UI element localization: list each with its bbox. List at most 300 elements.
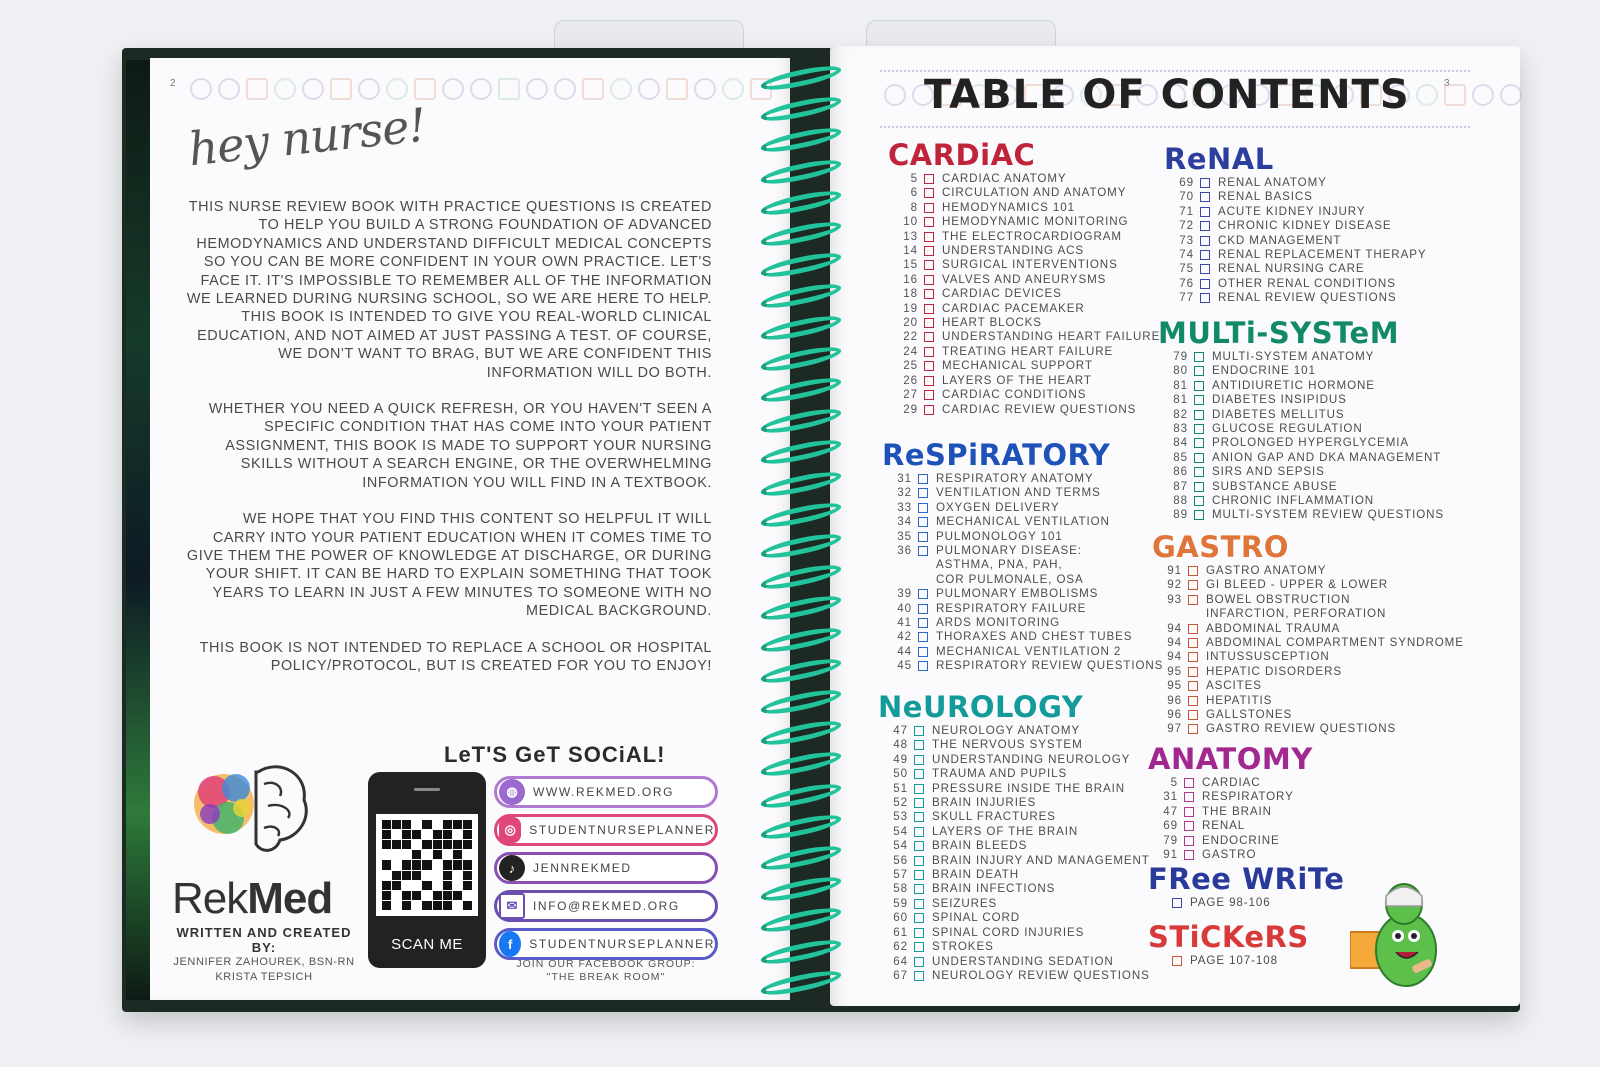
toc-entry: [1164, 248, 1426, 262]
checkbox[interactable]: [1188, 696, 1198, 706]
entry-page-number: 94: [1167, 621, 1182, 635]
checkbox[interactable]: [924, 260, 934, 270]
entry-page-number: 47: [1163, 804, 1178, 818]
checkbox[interactable]: [914, 755, 924, 765]
checkbox[interactable]: [1194, 352, 1204, 362]
checkbox[interactable]: [1188, 580, 1198, 590]
checkbox[interactable]: [918, 661, 928, 671]
entry-title: DIABETES INSIPIDUS: [1212, 393, 1347, 407]
checkbox[interactable]: [918, 589, 928, 599]
coil-ring: [759, 717, 843, 750]
checkbox[interactable]: [1200, 236, 1210, 246]
checkbox[interactable]: [914, 913, 924, 923]
coil-ring: [759, 498, 843, 531]
coil-ring: [759, 592, 843, 625]
toc-entry: [1164, 219, 1426, 233]
entry-page-number: 26: [903, 373, 918, 387]
toc-entry: [888, 258, 1160, 272]
phone-speaker: [414, 788, 440, 791]
checkbox[interactable]: [924, 188, 934, 198]
coil-ring: [759, 280, 843, 313]
entry-page-number: 34: [897, 515, 912, 529]
checkbox[interactable]: [1184, 807, 1194, 817]
toc-entry: [882, 544, 1163, 587]
toc-entry: [1152, 679, 1464, 693]
entry-page-number: 80: [1173, 364, 1188, 378]
link-label: JENNREKMED: [533, 861, 632, 875]
entry-page-number: 79: [1173, 350, 1188, 363]
checkbox[interactable]: [914, 726, 924, 736]
checkbox[interactable]: [1200, 221, 1210, 231]
section-title: ANATOMY: [1148, 742, 1313, 776]
checkbox[interactable]: [914, 884, 924, 894]
toc-entry: [878, 738, 1150, 752]
link-label: WWW.REKMED.ORG: [533, 785, 675, 799]
coil-ring: [759, 873, 843, 906]
entry-page-number: 39: [897, 587, 912, 601]
entry-title: ABDOMINAL COMPARTMENT SYNDROME: [1206, 636, 1464, 650]
section-title: FRee WRiTe: [1148, 862, 1345, 896]
entry-title: LAYERS OF THE HEART: [942, 373, 1092, 387]
entry-title: CKD MANAGEMENT: [1218, 233, 1342, 247]
toc-entry: [1158, 465, 1444, 479]
entry-title: CARDIAC ANATOMY: [942, 172, 1067, 185]
checkbox[interactable]: [1200, 293, 1210, 303]
toc-section-anatomy: [1148, 742, 1313, 862]
toc-section-renal: [1164, 142, 1426, 306]
checkbox[interactable]: [924, 318, 934, 328]
rekmed-brain-logo: [184, 752, 314, 870]
entry-page-number: 69: [1163, 819, 1178, 833]
link-tiktok[interactable]: [494, 852, 718, 884]
entry-page-number: 25: [903, 359, 918, 373]
entry-page-number: 15: [903, 258, 918, 272]
entry-page-number: 84: [1173, 436, 1188, 450]
entry-page-number: 74: [1179, 248, 1194, 262]
toc-entry: [1152, 593, 1464, 622]
entry-title: THE NERVOUS SYSTEM: [932, 738, 1083, 752]
entry-page-number: 31: [1163, 790, 1178, 804]
toc-entry: [1164, 262, 1426, 276]
checkbox[interactable]: [1194, 482, 1204, 492]
checkbox[interactable]: [1194, 496, 1204, 506]
link-label: STUDENTNURSEPLANNER: [529, 937, 715, 951]
checkbox[interactable]: [1188, 667, 1198, 677]
toc-entry: [888, 330, 1160, 344]
entry-page-number: 13: [903, 229, 918, 243]
entry-title: OXYGEN DELIVERY: [936, 500, 1060, 514]
toc-entry: [888, 345, 1160, 359]
entry-page-number: 71: [1179, 204, 1194, 218]
entry-title: HEMODYNAMIC MONITORING: [942, 215, 1129, 229]
checkbox[interactable]: [914, 812, 924, 822]
entry-title: TRAUMA AND PUPILS: [932, 767, 1068, 781]
entry-page-number: 76: [1179, 276, 1194, 290]
checkbox[interactable]: [924, 203, 934, 213]
entry-title: HEMODYNAMICS 101: [942, 200, 1075, 214]
entry-title: MECHANICAL VENTILATION 2: [936, 644, 1122, 658]
entry-title: CARDIAC DEVICES: [942, 287, 1062, 301]
coil-ring: [759, 810, 843, 843]
toc-entry: [1152, 694, 1464, 708]
entry-title: GASTRO: [1202, 848, 1257, 862]
section-title: MULTi-SYSTeM: [1158, 316, 1400, 350]
coil-ring: [759, 436, 843, 469]
entry-title: ACUTE KIDNEY INJURY: [1218, 204, 1366, 218]
toc-section-gastro: [1152, 530, 1464, 737]
entry-page-number: 41: [897, 616, 912, 630]
logo-text-med: Med: [247, 874, 333, 923]
entry-title: RESPIRATORY FAILURE: [936, 601, 1087, 615]
coil-ring: [759, 405, 843, 438]
toc-entry: [1158, 480, 1444, 494]
entry-title: SKULL FRACTURES: [932, 810, 1056, 824]
entry-page-number: 79: [1163, 833, 1178, 847]
qr-code[interactable]: [376, 814, 478, 916]
coil-ring: [759, 561, 843, 594]
toc-entry: [888, 230, 1160, 244]
checkbox[interactable]: [1200, 178, 1210, 188]
entry-page-number: 31: [897, 472, 912, 485]
link-email[interactable]: [494, 890, 718, 922]
checkbox[interactable]: [924, 304, 934, 314]
section-title: STiCKeRS: [1148, 920, 1309, 954]
instagram-icon: ◎: [499, 817, 521, 843]
checkbox[interactable]: [1188, 724, 1198, 734]
checkbox[interactable]: [1188, 566, 1198, 576]
entry-page-number: 81: [1173, 378, 1188, 392]
checkbox[interactable]: [1200, 207, 1210, 217]
entry-title: BRAIN BLEEDS: [932, 839, 1028, 853]
checkbox[interactable]: [1184, 836, 1194, 846]
entry-page-number: 93: [1167, 592, 1182, 606]
toc-entry: [882, 486, 1163, 500]
checkbox[interactable]: [924, 232, 934, 242]
coil-ring: [759, 374, 843, 407]
checkbox[interactable]: [924, 347, 934, 357]
entry-title: THORAXES AND CHEST TUBES: [936, 630, 1133, 644]
toc-entry: [882, 659, 1163, 673]
checkbox[interactable]: [1194, 424, 1204, 434]
entry-title: SUBSTANCE ABUSE: [1212, 479, 1338, 493]
checkbox[interactable]: [924, 390, 934, 400]
checkbox[interactable]: [1188, 624, 1198, 634]
greeting-heading: hey nurse!: [185, 97, 429, 177]
checkbox[interactable]: [924, 405, 934, 415]
checkbox[interactable]: [918, 647, 928, 657]
toc-entry: [878, 810, 1150, 824]
entry-page-number: 40: [897, 601, 912, 615]
toc-entry: [1158, 436, 1444, 450]
toc-entry: [878, 796, 1150, 810]
toc-entry: [882, 587, 1163, 601]
checkbox[interactable]: [1194, 510, 1204, 520]
toc-entry: [1148, 805, 1313, 819]
entry-title: ENDOCRINE: [1202, 833, 1280, 847]
entry-title: PRESSURE INSIDE THE BRAIN: [932, 781, 1126, 795]
entry-title: OTHER RENAL CONDITIONS: [1218, 276, 1396, 290]
checkbox[interactable]: [1188, 638, 1198, 648]
checkbox[interactable]: [918, 503, 928, 513]
checkbox[interactable]: [914, 971, 924, 981]
link-facebook[interactable]: [494, 928, 718, 960]
entry-title: NEUROLOGY ANATOMY: [932, 724, 1081, 737]
entry-page-number: 69: [1179, 176, 1194, 189]
checkbox[interactable]: [914, 769, 924, 779]
link-instagram[interactable]: [494, 814, 718, 846]
entry-title: ENDOCRINE 101: [1212, 364, 1316, 378]
entry-page-number: 72: [1179, 219, 1194, 233]
section-title: GASTRO: [1152, 530, 1289, 564]
toc-entry: [1158, 364, 1444, 378]
toc-entry: [878, 724, 1150, 738]
checkbox[interactable]: [1188, 652, 1198, 662]
entry-page-number: 5: [910, 172, 918, 185]
coil-ring: [759, 530, 843, 563]
entry-page-number: 53: [893, 810, 908, 824]
coil-ring: [759, 748, 843, 781]
checkbox[interactable]: [924, 174, 934, 184]
entry-title: THE BRAIN: [1202, 804, 1272, 818]
entry-page-number: 60: [893, 911, 908, 925]
author-name: KRISTA TEPSICH: [215, 971, 313, 983]
checkbox[interactable]: [914, 798, 924, 808]
toc-entry: [1164, 205, 1426, 219]
toc-entry: [1148, 848, 1313, 862]
checkbox[interactable]: [918, 546, 928, 556]
toc-title: TABLE OF CONTENTS: [924, 72, 1410, 118]
toc-entry: [1158, 408, 1444, 422]
checkbox[interactable]: [924, 361, 934, 371]
toc-entry: [1148, 834, 1313, 848]
entry-page-number: 96: [1167, 693, 1182, 707]
checkbox[interactable]: [1194, 395, 1204, 405]
entry-title: SEIZURES: [932, 896, 998, 910]
entry-title: BOWEL OBSTRUCTION INFARCTION, PERFORATION: [1206, 592, 1387, 621]
entry-page-number: 82: [1173, 407, 1188, 421]
entry-page-number: 45: [897, 659, 912, 673]
toc-entry: [1148, 790, 1313, 804]
entry-title: UNDERSTANDING SEDATION: [932, 954, 1114, 968]
checkbox[interactable]: [1184, 821, 1194, 831]
toc-entry: [1158, 379, 1444, 393]
entry-title: CARDIAC REVIEW QUESTIONS: [942, 402, 1137, 416]
toc-entry: [878, 955, 1150, 969]
checkbox[interactable]: [914, 928, 924, 938]
scan-me-label: SCAN ME: [391, 936, 463, 953]
toc-entry: [1164, 277, 1426, 291]
intro-paragraph: WE HOPE THAT YOU FIND THIS CONTENT SO HELPFUL IT WILL CARRY INTO YOUR PATIENT EDUCATION WHEN IT COMES TIME TO GIVE THEM THE POWER OF KNOWLEDGE AT DISCHARGE, OR DURING YOUR SHIFT. IT CAN BE HARD TO EXPLAIN SOMETHING THAT TOOK YEARS TO LEARN IN JUST A FEW MINUTES TO SOMEONE WITH NO MEDICAL BACKGROUND.: [186, 511, 712, 620]
toc-entry: [1164, 190, 1426, 204]
entry-page-number: 87: [1173, 479, 1188, 493]
entry-page-number: 89: [1173, 508, 1188, 522]
checkbox[interactable]: [1184, 850, 1194, 860]
checkbox[interactable]: [1188, 681, 1198, 691]
checkbox[interactable]: [1184, 792, 1194, 802]
checkbox[interactable]: [1200, 264, 1210, 274]
entry-page-number: 88: [1173, 494, 1188, 508]
pear-mascot-sticker: [1350, 870, 1442, 990]
checkbox[interactable]: [1184, 778, 1194, 788]
entry-title: RESPIRATORY: [1202, 790, 1294, 804]
entry-title: LAYERS OF THE BRAIN: [932, 824, 1079, 838]
entry-title: SURGICAL INTERVENTIONS: [942, 258, 1118, 272]
checkbox[interactable]: [924, 275, 934, 285]
checkbox[interactable]: [918, 517, 928, 527]
entry-page-number: 92: [1167, 578, 1182, 592]
entry-page-number: 95: [1167, 664, 1182, 678]
checkbox[interactable]: [924, 376, 934, 386]
toc-entry: [1148, 819, 1313, 833]
toc-entry: [888, 359, 1160, 373]
entry-page-number: 29: [903, 402, 918, 416]
entry-title: HEPATIC DISORDERS: [1206, 664, 1342, 678]
entry-page-number: 8: [910, 200, 918, 214]
toc-entry: [882, 472, 1163, 486]
entry-page-number: 42: [897, 630, 912, 644]
toc-entry: [1148, 776, 1313, 790]
toc-entry: [1164, 234, 1426, 248]
entry-page-number: 51: [893, 781, 908, 795]
toc-entry: [1152, 578, 1464, 592]
checkbox[interactable]: [914, 870, 924, 880]
toc-entry: [1152, 636, 1464, 650]
checkbox[interactable]: [1194, 438, 1204, 448]
checkbox[interactable]: [1188, 595, 1198, 605]
toc-entry: [878, 969, 1150, 983]
entry-title: CHRONIC KIDNEY DISEASE: [1218, 219, 1392, 233]
entry-page-number: 85: [1173, 450, 1188, 464]
checkbox[interactable]: [1194, 410, 1204, 420]
entry-page-number: 32: [897, 486, 912, 500]
checkbox[interactable]: [914, 827, 924, 837]
checkbox[interactable]: [914, 784, 924, 794]
coil-ring: [759, 124, 843, 157]
toc-entry: [1148, 954, 1309, 968]
checkbox[interactable]: [1172, 956, 1182, 966]
checkbox[interactable]: [914, 740, 924, 750]
entry-title: STROKES: [932, 940, 994, 954]
checkbox[interactable]: [924, 246, 934, 256]
entry-title: UNDERSTANDING NEUROLOGY: [932, 752, 1131, 766]
checkbox[interactable]: [1194, 366, 1204, 376]
entry-title: CARDIAC: [1202, 776, 1261, 789]
checkbox[interactable]: [1188, 710, 1198, 720]
toc-entry: [888, 388, 1160, 402]
rekmed-wordmark: [172, 874, 332, 924]
toc-entry: [1164, 176, 1426, 190]
checkbox[interactable]: [924, 332, 934, 342]
checkbox[interactable]: [914, 942, 924, 952]
entry-title: MECHANICAL VENTILATION: [936, 515, 1110, 529]
toc-entry: [1152, 708, 1464, 722]
checkbox[interactable]: [918, 604, 928, 614]
toc-entry: [1158, 393, 1444, 407]
toc-entry: [1152, 665, 1464, 679]
checkbox[interactable]: [914, 841, 924, 851]
entry-title: BRAIN INJURIES: [932, 796, 1037, 810]
coil-ring: [759, 155, 843, 188]
toc-entry: [882, 530, 1163, 544]
checkbox[interactable]: [914, 899, 924, 909]
entry-title: ABDOMINAL TRAUMA: [1206, 621, 1341, 635]
checkbox[interactable]: [918, 488, 928, 498]
coil-ring: [759, 342, 843, 375]
checkbox[interactable]: [1200, 250, 1210, 260]
entry-page-number: 95: [1167, 679, 1182, 693]
author-name: JENNIFER ZAHOUREK, BSN-RN: [173, 956, 355, 968]
toc-entry: [878, 868, 1150, 882]
entry-page-number: 57: [893, 868, 908, 882]
entry-page-number: 67: [893, 968, 908, 982]
toc-entry: [878, 753, 1150, 767]
toc-entry: [882, 501, 1163, 515]
entry-title: CARDIAC CONDITIONS: [942, 388, 1087, 402]
checkbox[interactable]: [924, 289, 934, 299]
checkbox[interactable]: [914, 957, 924, 967]
entry-title: MULTI-SYSTEM REVIEW QUESTIONS: [1212, 508, 1445, 522]
entry-page-number: 36: [897, 544, 912, 558]
checkbox[interactable]: [918, 618, 928, 628]
checkbox[interactable]: [918, 632, 928, 642]
entry-page-number: 61: [893, 925, 908, 939]
toc-entry: [882, 616, 1163, 630]
entry-title: GI BLEED - UPPER & LOWER: [1206, 578, 1389, 592]
toc-entry: [888, 186, 1160, 200]
entry-title: MULTI-SYSTEM ANATOMY: [1212, 350, 1375, 363]
checkbox[interactable]: [918, 474, 928, 484]
checkbox[interactable]: [924, 217, 934, 227]
entry-title: HEPATITIS: [1206, 693, 1273, 707]
link-website[interactable]: [494, 776, 718, 808]
entry-page-number: 14: [903, 244, 918, 258]
checkbox[interactable]: [1200, 192, 1210, 202]
entry-title: UNDERSTANDING ACS: [942, 244, 1084, 258]
coil-ring: [759, 467, 843, 500]
entry-page-number: 56: [893, 853, 908, 867]
toc-entry: [888, 287, 1160, 301]
entry-title: RENAL REVIEW QUESTIONS: [1218, 291, 1397, 305]
coil-ring: [759, 186, 843, 219]
checkbox[interactable]: [1172, 898, 1182, 908]
checkbox[interactable]: [918, 532, 928, 542]
spiral-binding: [760, 60, 850, 990]
entry-title: MECHANICAL SUPPORT: [942, 359, 1093, 373]
toc-entry: [878, 839, 1150, 853]
entry-title: PAGE 107-108: [1190, 954, 1278, 967]
entry-title: PAGE 98-106: [1190, 896, 1271, 909]
checkbox[interactable]: [1194, 381, 1204, 391]
coil-ring: [759, 935, 843, 968]
checkbox[interactable]: [1194, 467, 1204, 477]
checkbox[interactable]: [914, 856, 924, 866]
entry-title: RENAL ANATOMY: [1218, 176, 1327, 189]
tiktok-icon: ♪: [499, 855, 525, 881]
checkbox[interactable]: [1194, 453, 1204, 463]
toc-entry: [878, 825, 1150, 839]
medical-doodle-band-left: [190, 78, 772, 100]
toc-entry: [878, 926, 1150, 940]
entry-title: GLUCOSE REGULATION: [1212, 422, 1363, 436]
entry-title: SIRS AND SEPSIS: [1212, 465, 1325, 479]
section-title: ReSPiRATORY: [882, 438, 1111, 472]
entry-title: RENAL REPLACEMENT THERAPY: [1218, 248, 1427, 262]
entry-page-number: 59: [893, 896, 908, 910]
entry-page-number: 16: [903, 272, 918, 286]
toc-section-cardiac: [888, 138, 1160, 417]
intro-paragraph: THIS NURSE REVIEW BOOK WITH PRACTICE QUESTIONS IS CREATED TO HELP YOU BUILD A STRONG FOUNDATION OF ADVANCED HEMODYNAMICS AND UNDERSTAND DIFFICULT MEDICAL CONCEPTS SO YOU CAN BE MORE CONFIDENT IN YOUR OWN PRACTICE. LET'S FACE IT. IT'S IMPOSSIBLE TO REMEMBER ALL OF THE INFORMATION WE LEARNED DURING NURSING SCHOOL, SO WE ARE HERE TO HELP. THIS BOOK IS INTENDED TO GIVE YOU REAL-WORLD CLINICAL EDUCATION, AND NOT AIMED AT JUST PASSING A TEST. OF COURSE, WE DON'T WANT TO BRAG, BUT WE ARE CONFIDENT THIS INFORMATION WILL DO BOTH.: [186, 199, 712, 381]
checkbox[interactable]: [1200, 279, 1210, 289]
